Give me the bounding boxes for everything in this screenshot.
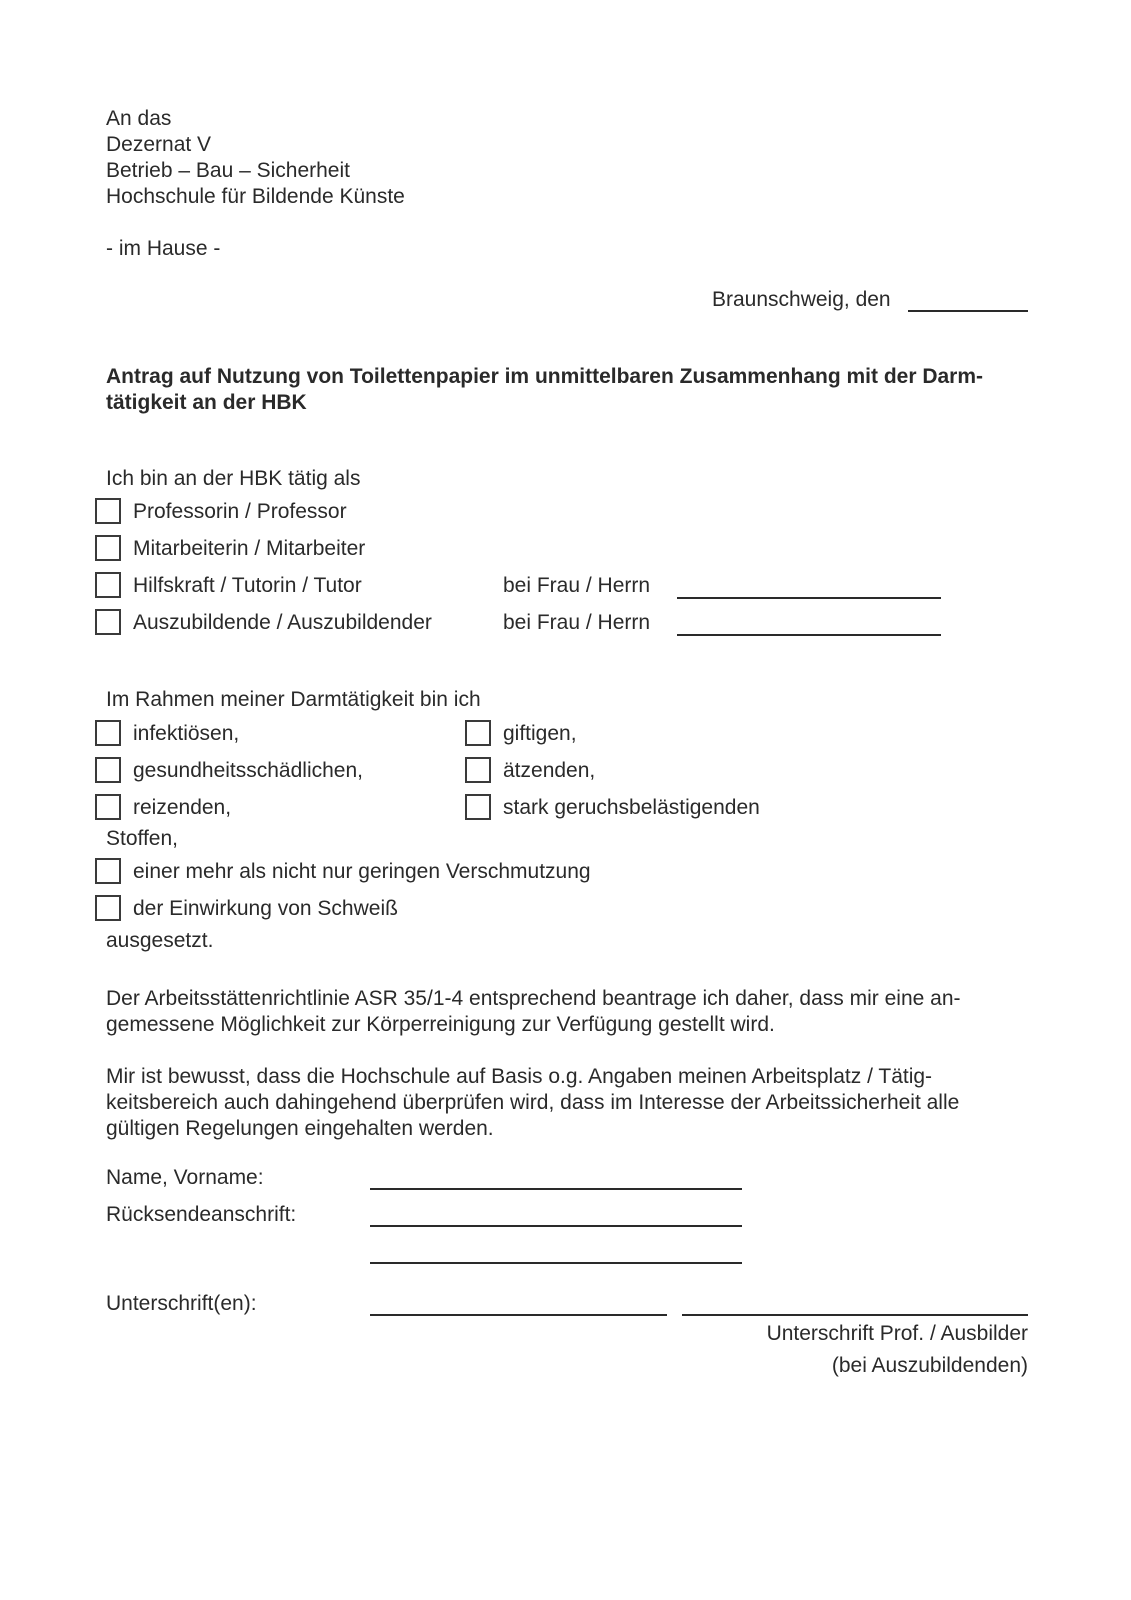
exposure-checkbox-sweat[interactable] (95, 895, 121, 921)
recipient-line-2: Dezernat V (106, 133, 212, 156)
role-intro: Ich bin an der HBK tätig als (106, 467, 361, 490)
substance-checkbox-harmful[interactable] (95, 757, 121, 783)
subject-line-2: tätigkeit an der HBK (106, 391, 307, 414)
substance-label-irritant: reizenden, (133, 796, 232, 819)
substance-label-odorous: stark geruchsbelästigenden (503, 796, 760, 819)
address-label: Rücksendeanschrift: (106, 1203, 297, 1226)
substance-label-toxic: giftigen, (503, 722, 577, 745)
paragraph2-line-3: gültigen Regelungen eingehalten werden. (106, 1117, 494, 1140)
role-checkbox-professor[interactable] (95, 498, 121, 524)
role-label-assistant: Hilfskraft / Tutorin / Tutor (133, 574, 362, 597)
substance-checkbox-corrosive[interactable] (465, 757, 491, 783)
address-field-line-1[interactable] (370, 1225, 742, 1227)
paragraph1-line-1: Der Arbeitsstättenrichtlinie ASR 35/1-4 entsprechend beantrage ich daher, dass mir eine an- (106, 987, 961, 1010)
signature-label: Unterschrift(en): (106, 1292, 257, 1315)
supervisor-field-trainee[interactable] (677, 634, 941, 636)
address-field-line-2[interactable] (370, 1262, 742, 1264)
substance-checkbox-irritant[interactable] (95, 794, 121, 820)
role-label-trainee: Auszubildende / Auszubildender (133, 611, 432, 634)
recipient-line-3: Betrieb – Bau – Sicherheit (106, 159, 350, 182)
substance-checkbox-infectious[interactable] (95, 720, 121, 746)
paragraph2-line-2: keitsbereich auch dahingehend überprüfen wird, dass im Interesse der Arbeitssicherheit alle (106, 1091, 960, 1114)
exposure-closing: ausgesetzt. (106, 929, 214, 952)
role-label-staff: Mitarbeiterin / Mitarbeiter (133, 537, 366, 560)
exposure-label-dirt: einer mehr als nicht nur geringen Verschmutzung (133, 860, 591, 883)
exposure-label-sweat: der Einwirkung von Schweiß (133, 897, 398, 920)
substances-suffix: Stoffen, (106, 827, 179, 850)
role-checkbox-staff[interactable] (95, 535, 121, 561)
substance-label-harmful: gesundheitsschädlichen, (133, 759, 363, 782)
substance-label-infectious: infektiösen, (133, 722, 240, 745)
role-label-professor: Professorin / Professor (133, 500, 347, 523)
supervisor-signature-caption-1: Unterschrift Prof. / Ausbilder (766, 1322, 1028, 1345)
signature-field-supervisor[interactable] (682, 1314, 1028, 1316)
supervisor-signature-caption-2: (bei Auszubildenden) (831, 1354, 1028, 1377)
name-field-line[interactable] (370, 1188, 742, 1190)
subject-line-1: Antrag auf Nutzung von Toilettenpapier im unmittelbaren Zusammenhang mit der Darm- (106, 365, 984, 388)
place-date-label: Braunschweig, den (712, 288, 891, 311)
supervisor-label-trainee: bei Frau / Herrn (503, 611, 651, 634)
substance-checkbox-toxic[interactable] (465, 720, 491, 746)
recipient-internal: - im Hause - (106, 237, 221, 260)
signature-field-applicant[interactable] (370, 1314, 667, 1316)
exposure-intro: Im Rahmen meiner Darmtätigkeit bin ich (106, 688, 481, 711)
date-field-line[interactable] (908, 310, 1028, 312)
exposure-checkbox-dirt[interactable] (95, 858, 121, 884)
recipient-line-1: An das (106, 107, 172, 130)
substance-checkbox-odorous[interactable] (465, 794, 491, 820)
role-checkbox-assistant[interactable] (95, 572, 121, 598)
supervisor-label-assistant: bei Frau / Herrn (503, 574, 651, 597)
paragraph2-line-1: Mir ist bewusst, dass die Hochschule auf Basis o.g. Angaben meinen Arbeitsplatz / Tätig- (106, 1065, 933, 1088)
paragraph1-line-2: gemessene Möglichkeit zur Körperreinigung zur Verfügung gestellt wird. (106, 1013, 775, 1036)
supervisor-field-assistant[interactable] (677, 597, 941, 599)
role-checkbox-trainee[interactable] (95, 609, 121, 635)
substance-label-corrosive: ätzenden, (503, 759, 596, 782)
recipient-line-4: Hochschule für Bildende Künste (106, 185, 405, 208)
name-label: Name, Vorname: (106, 1166, 264, 1189)
